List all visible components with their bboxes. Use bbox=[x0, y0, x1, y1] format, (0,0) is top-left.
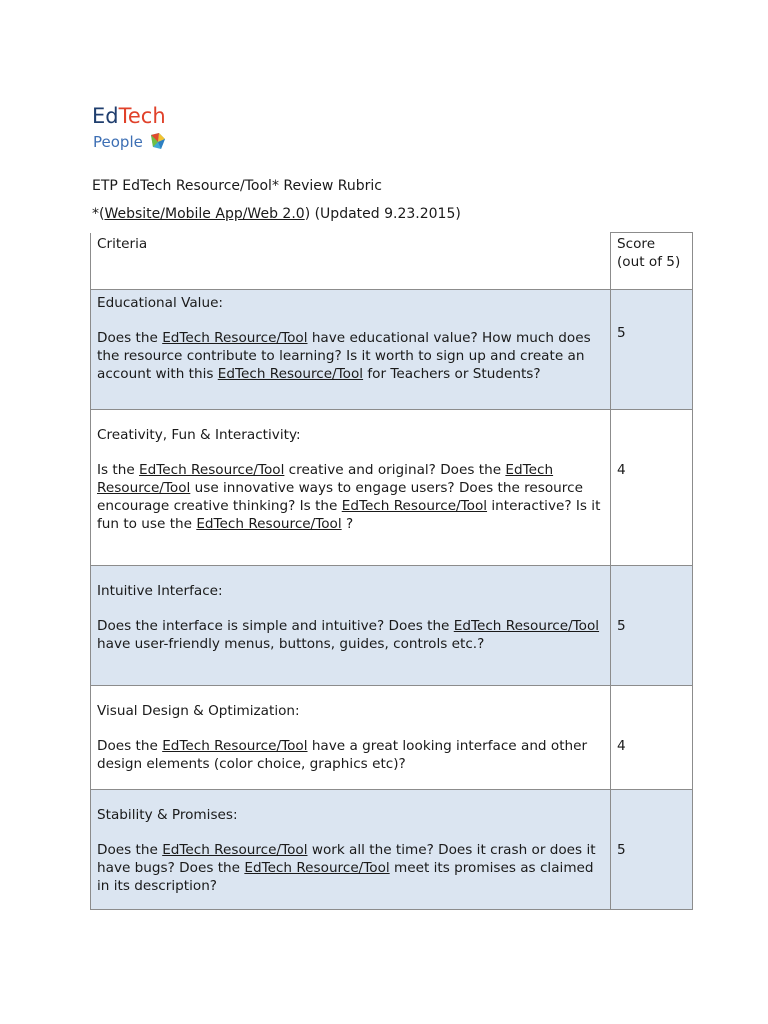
description-text: for Teachers or Students? bbox=[363, 366, 541, 382]
criterion-title: Educational Value: bbox=[97, 295, 224, 311]
criterion-description bbox=[97, 737, 604, 773]
edtech-resource-link[interactable]: EdTech Resource/Tool bbox=[341, 498, 488, 514]
criteria-cell bbox=[91, 566, 611, 686]
subtitle-suffix: ) (Updated 9.23.2015) bbox=[304, 206, 461, 222]
edtech-resource-link[interactable]: EdTech Resource/Tool bbox=[162, 738, 308, 754]
description-text: have educational value? How much does the resource contribute to learning? Is it worth to sign up and create an account with this bbox=[97, 330, 591, 382]
description-text: work all the time? Does it crash or does it have bugs? Does the bbox=[97, 842, 596, 876]
table-row bbox=[91, 790, 693, 910]
subtitle-link[interactable]: Website/Mobile App/Web 2.0 bbox=[104, 206, 305, 222]
document-subtitle bbox=[92, 205, 461, 223]
criterion-title: Stability & Promises: bbox=[97, 807, 238, 823]
description-text: Does the bbox=[97, 842, 163, 858]
criterion-title: Intuitive Interface: bbox=[97, 583, 223, 599]
score-header: Score (out of 5) bbox=[611, 233, 693, 290]
logo-wordmark bbox=[92, 103, 166, 129]
description-text: creative and original? Does the bbox=[284, 462, 506, 478]
description-text: interactive? Is it fun to use the bbox=[97, 498, 601, 532]
description-text: Does the interface is simple and intuitive? Does the bbox=[97, 618, 454, 634]
description-text: Does the bbox=[97, 738, 163, 754]
description-text: have user-friendly menus, buttons, guides, controls etc.? bbox=[97, 636, 485, 652]
criterion-title: Visual Design & Optimization: bbox=[97, 703, 300, 719]
edtech-resource-link[interactable]: EdTech Resource/Tool bbox=[162, 330, 308, 346]
description-text: use innovative ways to engage users? Does the resource encourage creative thinking? Is the bbox=[97, 480, 583, 514]
subtitle-prefix: *( bbox=[92, 206, 105, 222]
criteria-cell bbox=[91, 686, 611, 790]
criteria-cell bbox=[91, 290, 611, 410]
criteria-header: Criteria bbox=[91, 233, 611, 290]
score-cell bbox=[611, 790, 693, 910]
criteria-cell bbox=[91, 410, 611, 566]
edtech-resource-link[interactable]: EdTech Resource/Tool bbox=[97, 462, 554, 496]
description-text: Is the bbox=[97, 462, 140, 478]
description-text: ? bbox=[341, 516, 354, 532]
criterion-description bbox=[97, 841, 604, 895]
review-rubric-table bbox=[90, 232, 693, 910]
table-row bbox=[91, 686, 693, 790]
criterion-title: Creativity, Fun & Interactivity: bbox=[97, 427, 301, 443]
edtech-resource-link[interactable]: EdTech Resource/Tool bbox=[453, 618, 600, 634]
criteria-cell bbox=[91, 790, 611, 910]
logo-people-text: People bbox=[93, 133, 143, 151]
logo-globe-icon bbox=[149, 131, 167, 153]
edtech-people-logo bbox=[92, 103, 202, 159]
table-header-row bbox=[91, 233, 693, 290]
edtech-resource-link[interactable]: EdTech Resource/Tool bbox=[217, 366, 364, 382]
score-value: 5 bbox=[617, 325, 626, 341]
criterion-description bbox=[97, 329, 604, 383]
document-title: ETP EdTech Resource/Tool* Review Rubric bbox=[92, 178, 382, 194]
edtech-resource-link[interactable]: EdTech Resource/Tool bbox=[244, 860, 390, 876]
description-text: have a great looking interface and other design elements (color choice, graphics etc)? bbox=[97, 738, 588, 772]
criterion-description bbox=[97, 461, 604, 533]
description-text: Does the bbox=[97, 330, 163, 346]
table-row bbox=[91, 566, 693, 686]
criterion-description bbox=[97, 617, 604, 653]
score-value: 4 bbox=[617, 738, 626, 754]
table-row bbox=[91, 410, 693, 566]
logo-ed-text: Ed bbox=[92, 104, 119, 128]
description-text: meet its promises as claimed in its description? bbox=[97, 860, 594, 894]
score-cell bbox=[611, 410, 693, 566]
logo-tech-text: Tech bbox=[118, 104, 166, 128]
edtech-resource-link[interactable]: EdTech Resource/Tool bbox=[139, 462, 285, 478]
score-cell bbox=[611, 686, 693, 790]
score-cell bbox=[611, 290, 693, 410]
edtech-resource-link[interactable]: EdTech Resource/Tool bbox=[162, 842, 308, 858]
edtech-resource-link[interactable]: EdTech Resource/Tool bbox=[196, 516, 342, 532]
score-cell bbox=[611, 566, 693, 686]
score-value: 5 bbox=[617, 618, 626, 634]
score-value: 4 bbox=[617, 462, 626, 478]
score-value: 5 bbox=[617, 842, 626, 858]
table-row bbox=[91, 290, 693, 410]
